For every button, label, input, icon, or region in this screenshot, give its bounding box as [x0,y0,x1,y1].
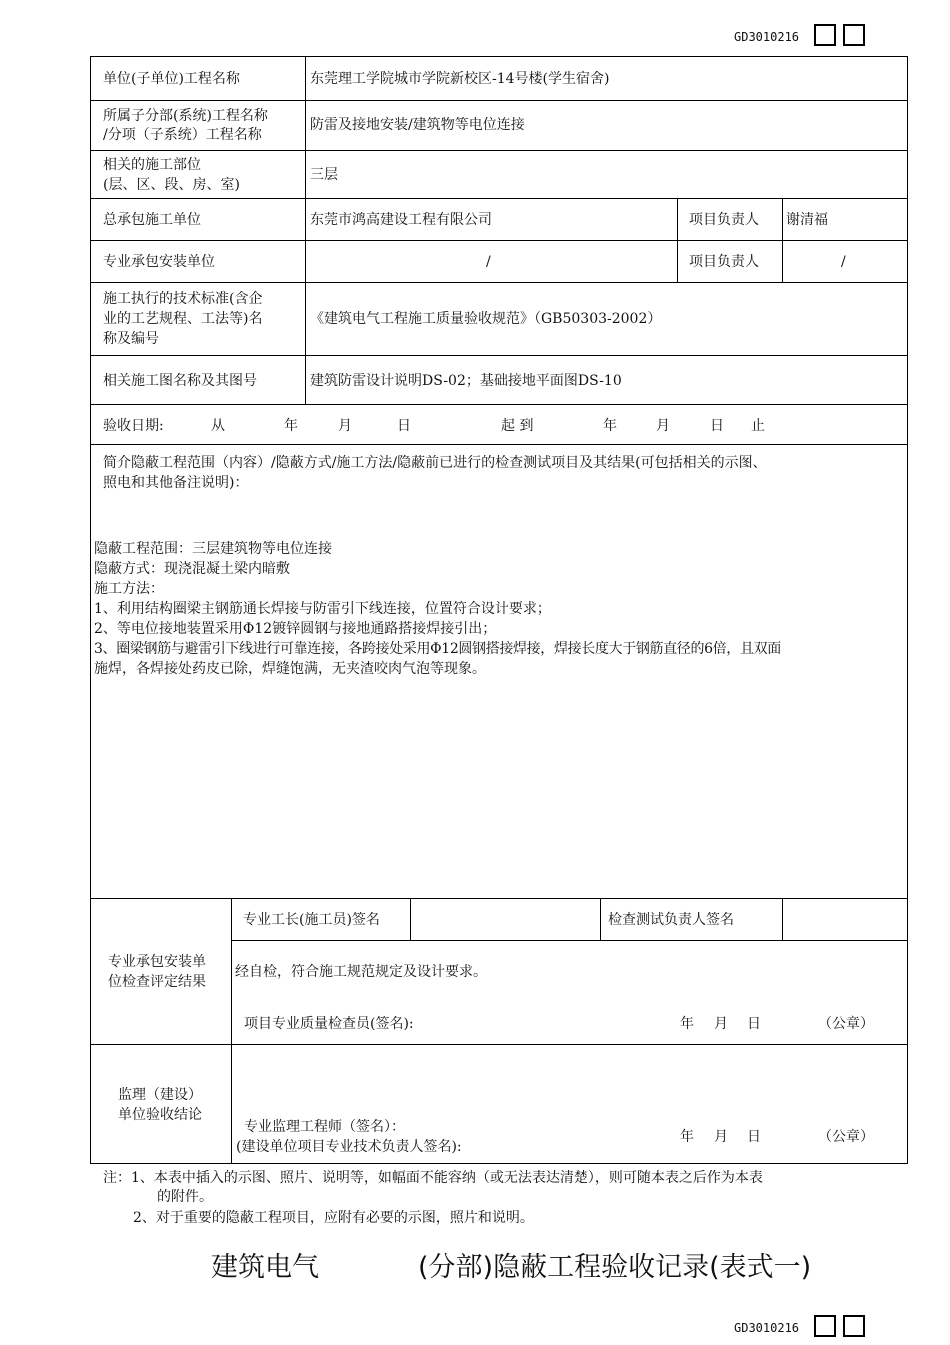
supervisor-section-label-2: 单位验收结论 [118,1107,202,1123]
standard-label-3: 称及编号 [103,331,159,347]
footer-code-box-2 [843,1315,865,1337]
general-contractor-value: 东莞市鸿高建设工程有限公司 [310,212,492,228]
code-box-2 [843,24,865,46]
date-to: 起 到 [501,418,534,434]
owner-sign-label: (建设单位项目专业技术负责人签名): [236,1139,462,1155]
description-line: 3、圈梁钢筋与避雷引下线进行可靠连接，各跨接处采用Φ12圆钢搭接焊接，焊接长度大于钢筋直径的6倍，且双面 [94,641,781,657]
standard-value: 《建筑电气工程施工质量验收规范》（GB50303-2002） [310,311,662,327]
date-day-2: 日 [710,418,724,434]
contractor-section-label-1: 专业承包安装单 [108,954,206,970]
qc-sign-label: 项目专业质量检查员(签名): [244,1016,414,1032]
note-1b: 的附件。 [157,1189,213,1205]
supervisor-year: 年 [680,1129,694,1145]
description-line: 2、等电位接地装置采用Φ12镀锌圆钢与接地通路搭接焊接引出； [94,621,497,637]
contractor-day: 日 [747,1016,761,1032]
location-label-2: (层、区、段、房、室) [103,177,240,193]
supervisor-engineer-label: 专业监理工程师（签名）： [244,1119,405,1135]
general-contractor-label: 总承包施工单位 [103,212,201,228]
drawing-value: 建筑防雷设计说明DS-02；基础接地平面图DS-10 [310,373,622,389]
note-1a: 注：1、本表中插入的示图、照片、说明等，如幅面不能容纳（或无法表达清楚），则可随本表之后作为本表 [103,1170,763,1186]
drawing-label: 相关施工图名称及其图号 [103,373,257,389]
sub-project-label-2: /分项（子系统）工程名称 [103,127,262,143]
contractor-conclusion: 经自检，符合施工规范规定及设计要求。 [235,964,487,980]
supervisor-seal: （公章） [818,1129,874,1145]
footer-title-right: (分部)隐蔽工程验收记录(表式一) [418,1252,812,1283]
special-contractor-value: / [486,254,491,270]
description-line: 隐蔽工程范围：三层建筑物等电位连接 [94,541,332,557]
contractor-year: 年 [680,1016,694,1032]
date-month-1: 月 [338,418,352,434]
contractor-month: 月 [714,1016,728,1032]
contractor-seal: （公章） [818,1016,874,1032]
standard-label-1: 施工执行的技术标准(含企 [103,291,263,307]
unit-project-value: 东莞理工学院城市学院新校区-14号楼(学生宿舍) [310,71,610,87]
pm-label-1: 项目负责人 [689,212,759,228]
pm-value-2: / [841,254,846,270]
contractor-section-label-2: 位检查评定结果 [108,974,206,990]
description-line: 1、利用结构圈梁主钢筋通长焊接与防雷引下线连接，位置符合设计要求； [94,601,551,617]
code-box-1 [814,24,836,46]
description-body [94,539,781,679]
date-year-2: 年 [603,418,617,434]
description-intro-2: 照电和其他备注说明)： [103,475,249,491]
date-end: 止 [751,418,765,434]
footer-code-box-1 [814,1315,836,1337]
description-line: 施工方法： [94,581,164,597]
foreman-sign-label: 专业工长(施工员)签名 [243,912,380,928]
footer-title-left: 建筑电气 [211,1252,319,1283]
date-month-2: 月 [656,418,670,434]
document-code: GD3010216 [734,30,800,44]
description-intro-1: 简介隐蔽工程范围（内容）/隐蔽方式/施工方法/隐蔽前已进行的检查测试项目及其结果(可包括相关的示图、 [103,455,767,471]
location-value: 三层 [310,167,338,183]
date-year-1: 年 [284,418,298,434]
supervisor-section-label-1: 监理（建设） [118,1087,202,1103]
supervisor-day: 日 [747,1129,761,1145]
date-label: 验收日期: [103,418,164,434]
description-line: 施焊，各焊接处药皮已除，焊缝饱满，无夹渣咬肉气泡等现象。 [94,661,486,677]
tester-sign-label: 检查测试负责人签名 [608,912,734,928]
location-label-1: 相关的施工部位 [103,157,201,173]
unit-project-label: 单位(子单位)工程名称 [103,71,240,87]
date-from: 从 [211,418,225,434]
pm-label-2: 项目负责人 [689,254,759,270]
pm-value-1: 谢清福 [786,212,828,228]
note-2: 2、对于重要的隐蔽工程项目，应附有必要的示图，照片和说明。 [133,1210,534,1226]
standard-label-2: 业的工艺规程、工法等)名 [103,311,263,327]
supervisor-month: 月 [714,1129,728,1145]
footer-document-code: GD3010216 [734,1321,800,1335]
sub-project-label-1: 所属子分部(系统)工程名称 [103,108,268,124]
description-line: 隐蔽方式：现浇混凝土梁内暗敷 [94,561,290,577]
sub-project-value: 防雷及接地安装/建筑物等电位连接 [310,117,525,133]
date-day-1: 日 [397,418,411,434]
special-contractor-label: 专业承包安装单位 [103,254,215,270]
